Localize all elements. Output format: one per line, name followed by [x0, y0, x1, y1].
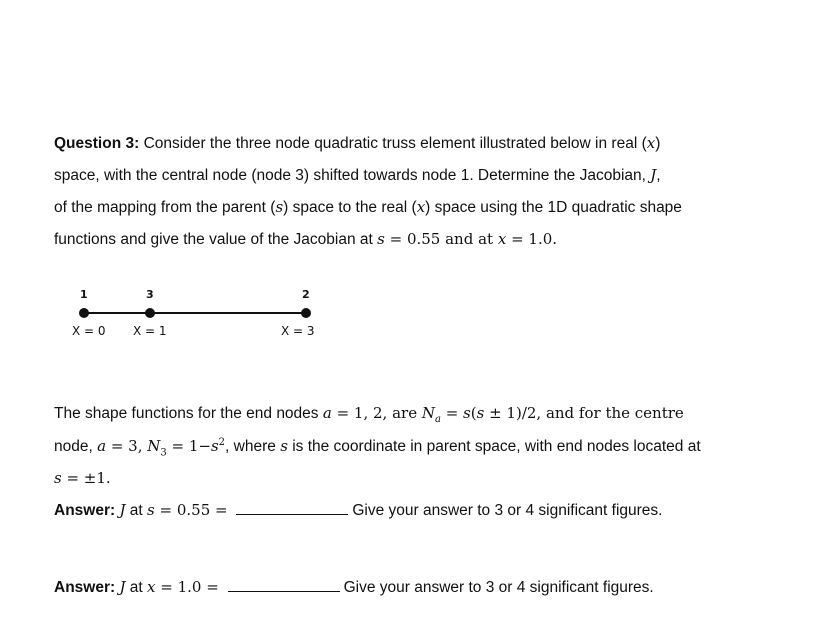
x3-label: X = 3 — [281, 324, 315, 338]
shape-line-2: node, a = 3, $N_3 = 1-s^2$, where s is the coordinate in parent space, with end nodes located at — [54, 437, 701, 459]
x0-label: X = 0 — [72, 324, 106, 338]
answer-2-label: Answer: — [54, 579, 116, 596]
answer-1-hint: Give your answer to 3 or 4 significant figures. — [352, 502, 663, 519]
shape-line-1: The shape functions for the end nodes a = 1, 2, are $N_a = s(s \pm 1)/2$, and for the centre — [54, 404, 684, 426]
answer-2-row: Answer: J at x = 1.0 = Give your answer to 3 or 4 significant figures. — [54, 578, 654, 596]
node-2-dot — [301, 308, 311, 318]
answer-2-input[interactable] — [228, 590, 340, 592]
answer-1-label: Answer: — [54, 502, 116, 519]
question-line-4: functions and give the value of the Jacobian at s = 0.55 and at x = 1.0. — [54, 230, 558, 248]
answer-1-input[interactable] — [236, 513, 348, 515]
question-line-2: space, with the central node (node 3) shifted towards node 1. Determine the Jacobian, J, — [54, 166, 661, 184]
question-line-1: Question 3: Consider the three node quadratic truss element illustrated below in real (x) — [54, 134, 661, 152]
answer-1-row: Answer: J at s = 0.55 = Give your answer to 3 or 4 significant figures. — [54, 501, 663, 519]
node-1-label: 1 — [80, 288, 88, 301]
x1-label: X = 1 — [133, 324, 167, 338]
node-2-label: 2 — [302, 288, 310, 301]
truss-element-diagram — [60, 282, 340, 352]
question-line-3: of the mapping from the parent (s) space to the real (x) space using the 1D quadratic shape — [54, 198, 682, 216]
truss-svg — [60, 282, 340, 352]
node-1-dot — [79, 308, 89, 318]
shape-line-3: s = ±1. — [54, 469, 111, 487]
node-3-dot — [145, 308, 155, 318]
answer-2-hint: Give your answer to 3 or 4 significant figures. — [343, 579, 654, 596]
node-3-label: 3 — [146, 288, 154, 301]
question-label: Question 3: — [54, 135, 140, 152]
